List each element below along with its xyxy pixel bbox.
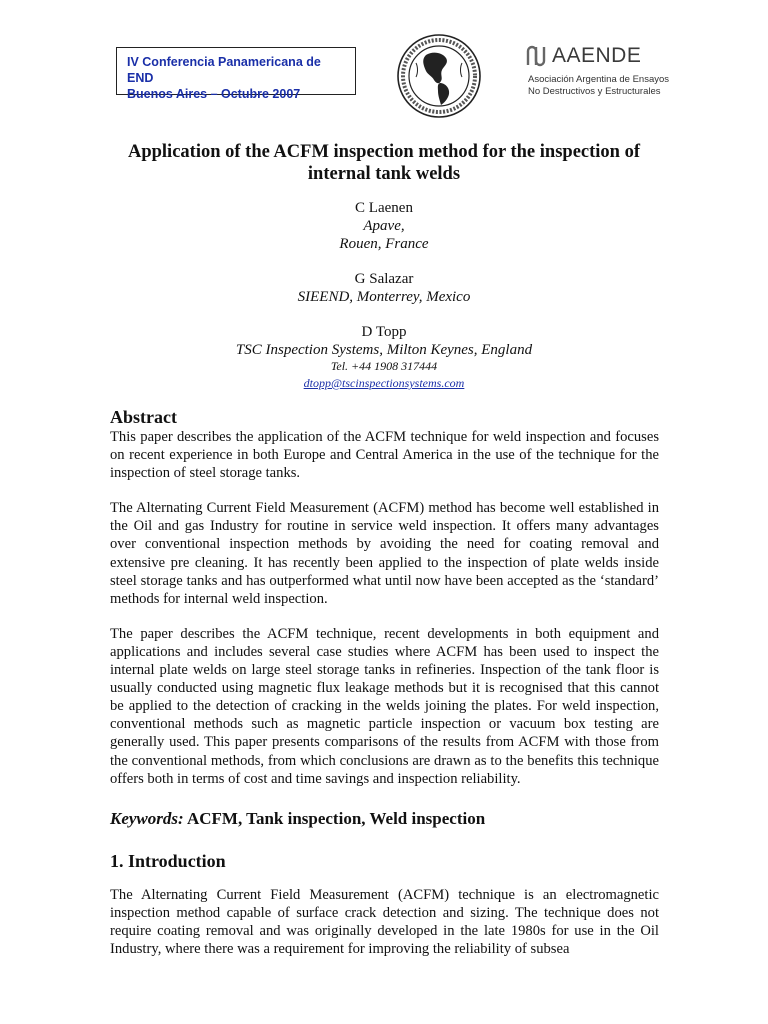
author-name: D Topp <box>361 324 407 340</box>
paper-body <box>110 406 659 958</box>
author-name: G Salazar <box>354 271 414 287</box>
keywords-line <box>110 808 659 830</box>
panamerican-seal-icon <box>396 33 482 119</box>
abstract-paragraph: The Alternating Current Field Measurement (ACFM) method has become well established in the Oil and gas Industry for routine in service weld inspection. It offers many advantages over conventional inspection methods by avoiding the need for coating removal and extensive pre cleaning. It has recently been applied to the inspection of plate welds inside steel storage tanks and has outperformed what until now have been accepted as the ‘standard’ methods for internal weld inspection. <box>110 500 659 607</box>
keywords-text: ACFM, Tank inspection, Weld inspection <box>183 808 486 828</box>
abstract-heading: Abstract <box>110 407 177 427</box>
author-affiliation: Rouen, France <box>339 236 429 252</box>
author-email-link[interactable]: dtopp@tscinspectionsystems.com <box>303 376 465 390</box>
author-affiliation: TSC Inspection Systems, Milton Keynes, England <box>235 342 533 358</box>
conference-name: IV Conferencia Panamericana de END <box>127 55 321 85</box>
title-line-1: Application of the ACFM inspection method for the inspection of <box>127 142 640 162</box>
title-line-2: internal tank welds <box>307 164 461 184</box>
aaende-mark-icon <box>526 45 546 67</box>
introduction-paragraph: The Alternating Current Field Measurement (ACFM) technique is an electromagnetic inspection method capable of surface crack detection and sizing. The technique does not require coating removal and was originally developed in the late 1980s for use in the Oil Industry, where there was a requirement for improving the reliability of subsea <box>110 886 659 957</box>
keywords-label: Keywords: <box>110 808 184 828</box>
introduction-heading: 1. Introduction <box>110 850 226 871</box>
conference-box <box>116 47 356 101</box>
author-affiliation: Apave, <box>363 218 405 234</box>
abstract-paragraph: This paper describes the application of the ACFM technique for weld inspection and focuses on recent experience in both Europe and Central America in the use of the technique for the inspection of steel storage tanks. <box>110 429 659 482</box>
org-line-1: Asociación Argentina de Ensayos <box>528 74 670 85</box>
conference-date: Buenos Aires – Octubre 2007 <box>127 87 301 101</box>
aaende-logo <box>526 44 676 98</box>
author-affiliation: SIEEND, Monterrey, Mexico <box>297 289 471 305</box>
paper-title <box>110 141 658 185</box>
abstract-paragraph: The paper describes the ACFM technique, recent developments in both equipment and applications and includes several case studies where ACFM has been used to inspect the internal plate welds on large steel storage tanks in refineries. Inspection of the tank floor is usually conducted using magnetic flux leakage methods but it is recognised that this cannot be applied to the detection of cracking in the welds joining the plates. For weld inspection, conventional methods such as magnetic particle inspection or vacuum box testing are generally used. This paper presents comparisons of the results from ACFM with those from the conventional methods, from which conclusions are drawn as to the benefits this technique offers both in terms of cost and time savings and inspection reliability. <box>110 625 659 787</box>
org-name: AAENDE <box>552 44 642 67</box>
author-telephone: Tel. +44 1908 317444 <box>330 359 438 373</box>
author-block <box>110 199 658 392</box>
author-name: C Laenen <box>355 200 413 216</box>
org-line-2: No Destructivos y Estructurales <box>528 86 661 97</box>
